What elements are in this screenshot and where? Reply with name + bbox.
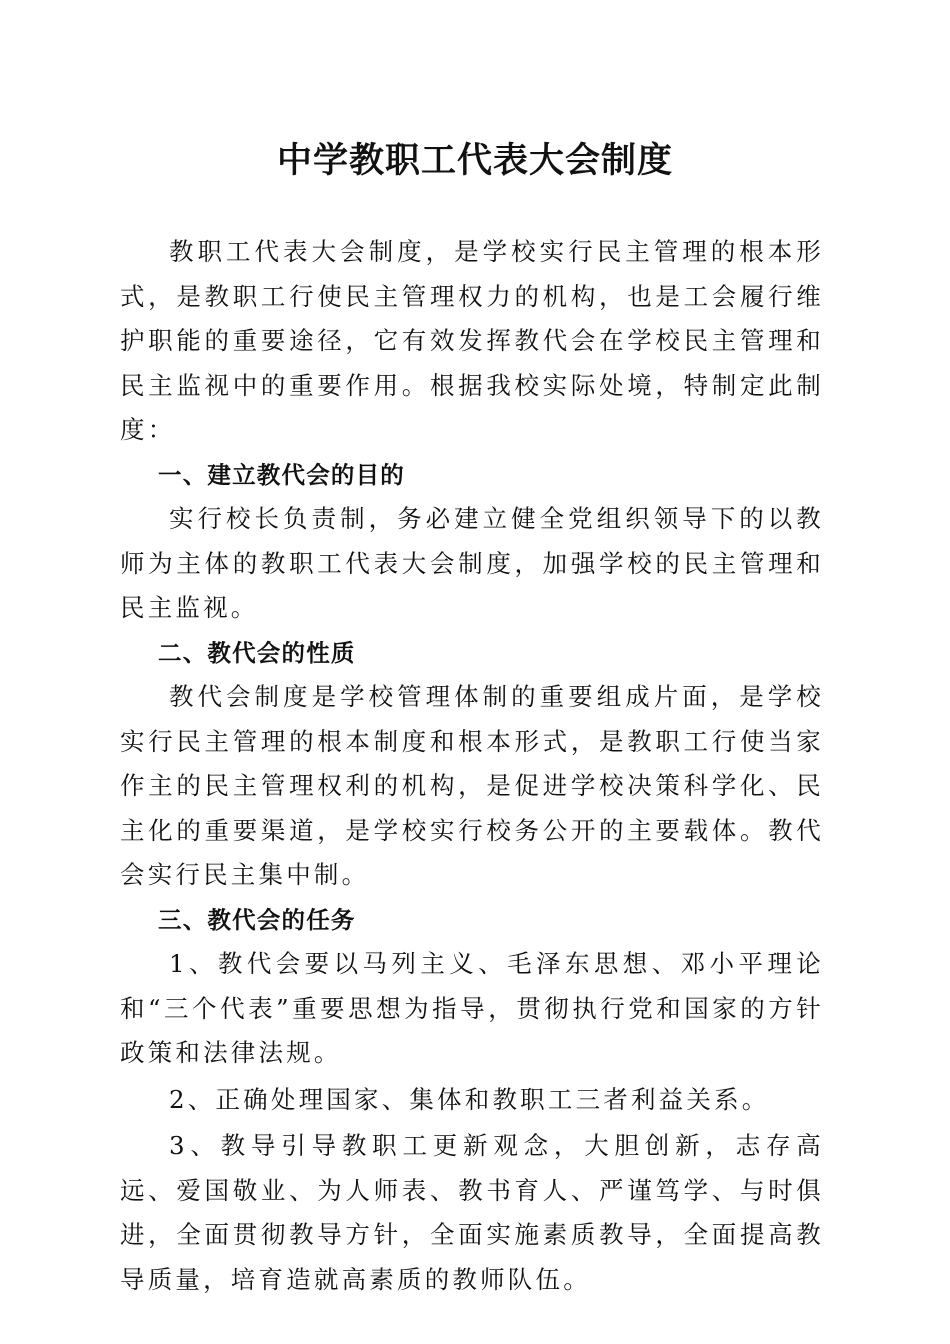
document-body — [120, 230, 824, 1302]
purpose-paragraph: 实行校长负责制，务必建立健全党组织领导下的以教师为主体的教职工代表大会制度，加强学校的民主管理和民主监视。 — [120, 504, 824, 622]
task-item-2: 2、正确处理国家、集体和教职工三者利益关系。 — [169, 1084, 770, 1114]
section-heading-nature: 二、教代会的性质 — [158, 638, 356, 667]
nature-paragraph: 教代会制度是学校管理体制的重要组成片面，是学校实行民主管理的根本制度和根本形式，是教职工行使当家作主的民主管理权利的机构，是促进学校决策科学化、民主化的重要渠道，是学校实行校务公开的主要载体。教代会实行民主集中制。 — [120, 682, 824, 889]
section-heading-tasks: 三、教代会的任务 — [158, 905, 356, 934]
section-heading-purpose: 一、建立教代会的目的 — [158, 460, 405, 489]
task-item-1: 1、教代会要以马列主义、毛泽东思想、邓小平理论和“三个代表”重要思想为指导，贯彻执行党和国家的方针政策和法律法规。 — [120, 949, 824, 1067]
document-title: 中学教职工代表大会制度 — [276, 140, 673, 181]
task-item-3: 3、教导引导教职工更新观念，大胆创新，志存高远、爱国敬业、为人师表、教书育人、严谨笃学、与时俱进，全面贯彻教导方针，全面实施素质教导，全面提高教导质量，培育造就高素质的教师队伍。 — [120, 1131, 824, 1294]
intro-paragraph: 教职工代表大会制度，是学校实行民主管理的根本形式，是教职工行使民主管理权力的机构，也是工会履行维护职能的重要途径，它有效发挥教代会在学校民主管理和民主监视中的重要作用。根据我校实际处境，特制定此制度： — [120, 237, 824, 444]
